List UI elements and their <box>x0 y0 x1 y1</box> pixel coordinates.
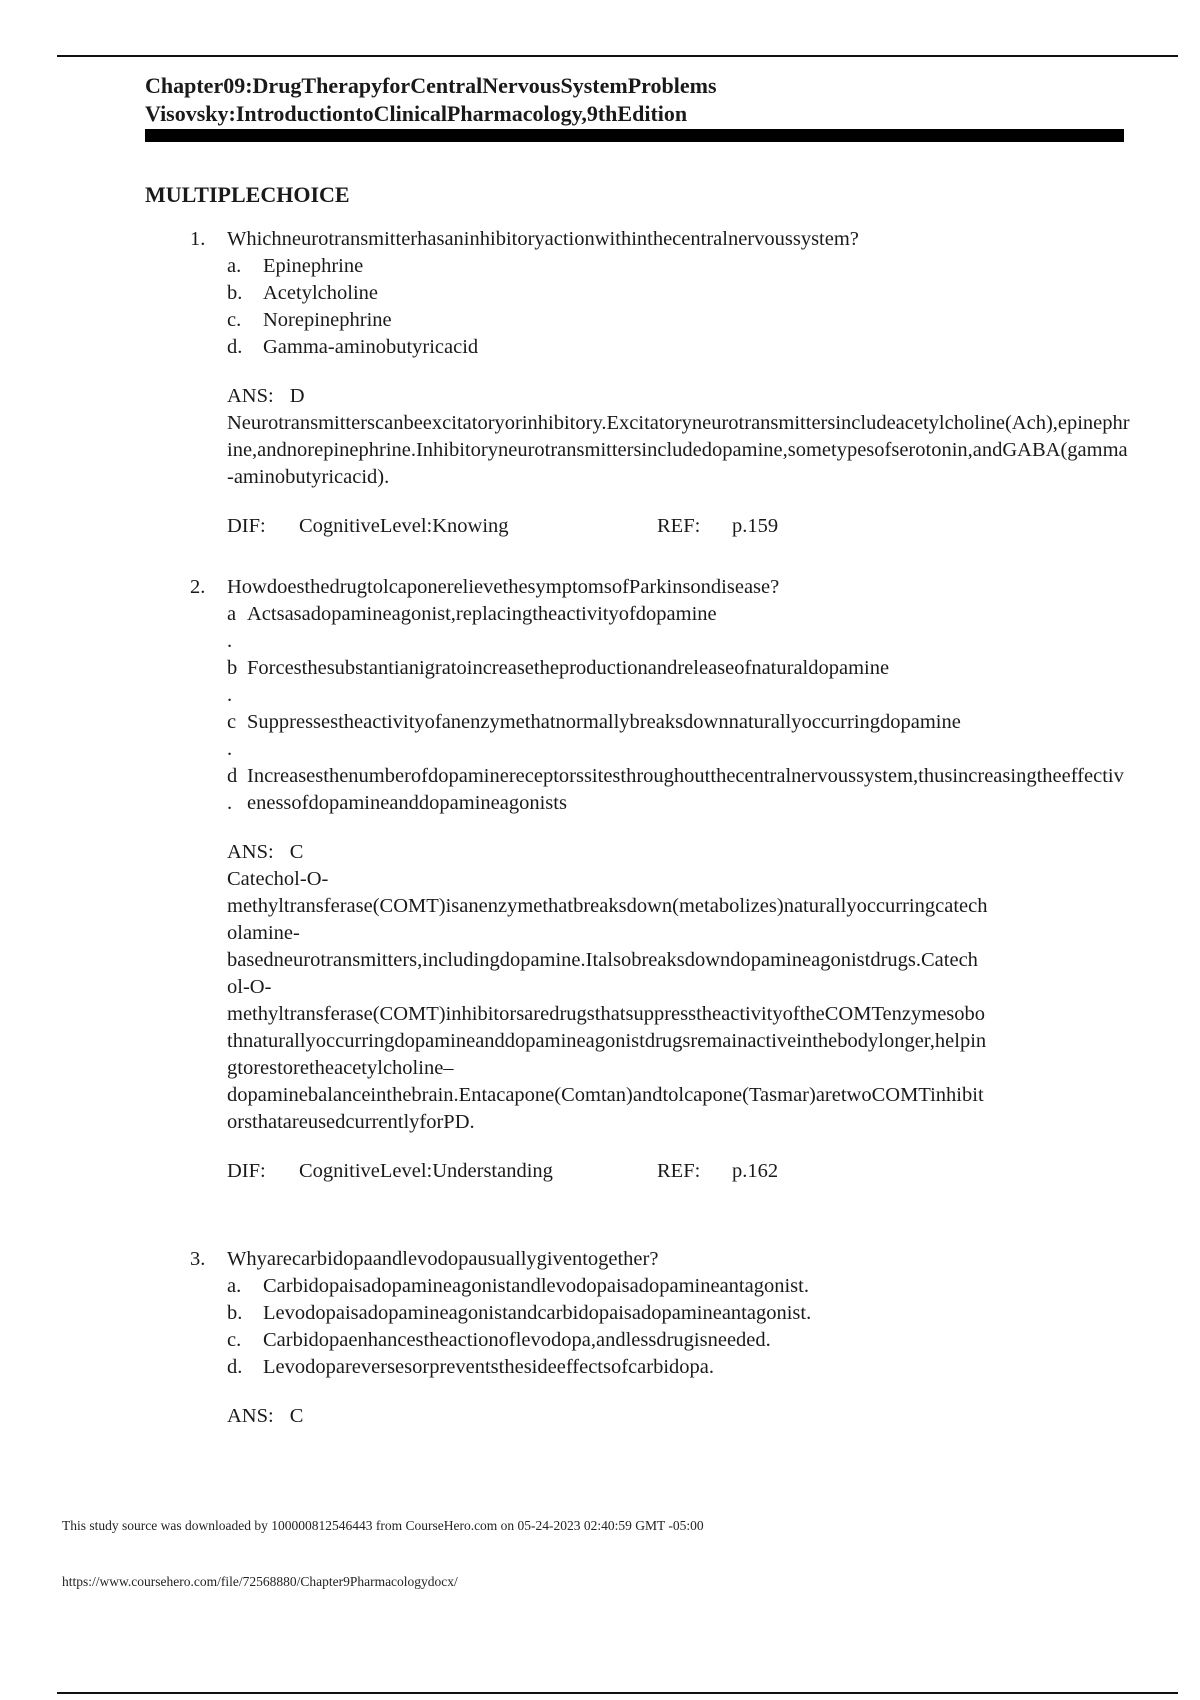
rationale: Neurotransmitterscanbeexcitatoryorinhibitory.Excitatoryneurotransmittersincludeacetylcholine(Ach),epinephrine,andnorepinephrine.Inhibitoryneurotransmittersincludedopamine,sometypesofserotonin,andGABA(gamma-aminobutyricacid). <box>227 412 1130 488</box>
question-3 <box>190 1246 1130 1430</box>
rationale: Catechol-O- methyltransferase(COMT)isanenzymethatbreaksdown(metabolizes)naturallyoccurringcatech olamine- basedneurotransmitters,includingdopamine.Italsobreaksdowndopamineagonistdrugs.Catech ol-O- methyltransferase(COMT)inhibitorsaredrugsthatsuppresstheactivityoftheCOMTenzymesobo thnaturallyoccurringdopamineanddopamineagonistdrugsremainactiveinthebodylonger,helpin gtorestoretheacetylcholine– dopaminebalanceinthebrain.Entacapone(Comtan)andtolcapone(Tasmar)aretwoCOMTinhibit orsthatareusedcurrentlyforPD. <box>227 868 988 1133</box>
option-d: d. Gamma-aminobutyricacid <box>227 336 479 358</box>
ref-value: p.162 <box>732 1160 779 1182</box>
option-a: a. Epinephrine <box>227 255 364 277</box>
dif-label: DIF: <box>227 515 266 537</box>
ref-value: p.159 <box>732 515 779 537</box>
answer-value: C <box>289 841 304 863</box>
option-list <box>227 253 1130 361</box>
option-c: c. Carbidopaenhancestheactionoflevodopa,andlessdrugisneeded. <box>227 1329 771 1351</box>
answer-value: C <box>289 1405 304 1427</box>
source-url[interactable]: https://www.coursehero.com/file/72568880/Chapter9Pharmacologydocx/ <box>62 1574 458 1589</box>
dif-label: DIF: <box>227 1160 266 1182</box>
option-c: c . Suppressestheactivityofanenzymethatnormallybreaksdownnaturallyoccurringdopamine <box>227 711 961 760</box>
question-number: 2. <box>190 576 206 598</box>
header-bar <box>145 129 1124 142</box>
top-rule <box>57 55 1178 57</box>
book-title: Visovsky:IntroductiontoClinicalPharmacology,9thEdition <box>145 101 688 126</box>
option-list <box>227 601 1130 817</box>
question-meta <box>227 513 1130 540</box>
option-b: b. Levodopaisadopamineagonistandcarbidopaisadopamineantagonist. <box>227 1302 812 1324</box>
download-notice: This study source was downloaded by 100000812546443 from CourseHero.com on 05-24-2023 02:40:59 GMT -05:00 <box>62 1518 704 1533</box>
question-stem: HowdoesthedrugtolcaponerelievethesymptomsofParkinsondisease? <box>227 576 780 598</box>
option-list <box>227 1273 1130 1381</box>
option-a: a . Actsasadopamineagonist,replacingtheactivityofdopamine <box>227 603 717 652</box>
question-number: 3. <box>190 1248 206 1270</box>
answer-value: D <box>289 385 305 407</box>
option-c: c. Norepinephrine <box>227 309 392 331</box>
dif-value: CognitiveLevel:Understanding <box>299 1160 553 1182</box>
option-b: b. Acetylcholine <box>227 282 378 304</box>
question-2 <box>190 574 1130 1185</box>
question-number: 1. <box>190 228 206 250</box>
chapter-title: Chapter09:DrugTherapyforCentralNervousSystemProblems <box>145 73 717 98</box>
question-stem: Whyarecarbidopaandlevodopausuallygiventogether? <box>227 1248 659 1270</box>
option-b: b . Forcesthesubstantianigratoincreasetheproductionandreleaseofnaturaldopamine <box>227 657 890 706</box>
dif-value: CognitiveLevel:Knowing <box>299 515 509 537</box>
document-header <box>145 72 1125 128</box>
answer: ANS: D <box>227 385 305 407</box>
option-a: a. Carbidopaisadopamineagonistandlevodopaisadopamineantagonist. <box>227 1275 809 1297</box>
bottom-rule <box>57 1692 1178 1694</box>
question-stem: Whichneurotransmitterhasaninhibitoryactionwithinthecentralnervoussystem? <box>227 228 859 250</box>
question-meta <box>227 1158 1130 1185</box>
section-title: MULTIPLECHOICE <box>145 182 350 207</box>
answer: ANS: C <box>227 841 304 863</box>
option-d: d. Levodopareversesorpreventsthesideeffectsofcarbidopa. <box>227 1356 714 1378</box>
answer: ANS: C <box>227 1405 304 1427</box>
ref-label: REF: <box>657 1160 701 1182</box>
option-d: d . Increasesthenumberofdopaminereceptorssitesthroughoutthecentralnervoussystem,thusincreasingtheeffectivenessofdopamineanddopamineagonists <box>227 765 1124 814</box>
question-1 <box>190 226 1130 540</box>
ref-label: REF: <box>657 515 701 537</box>
